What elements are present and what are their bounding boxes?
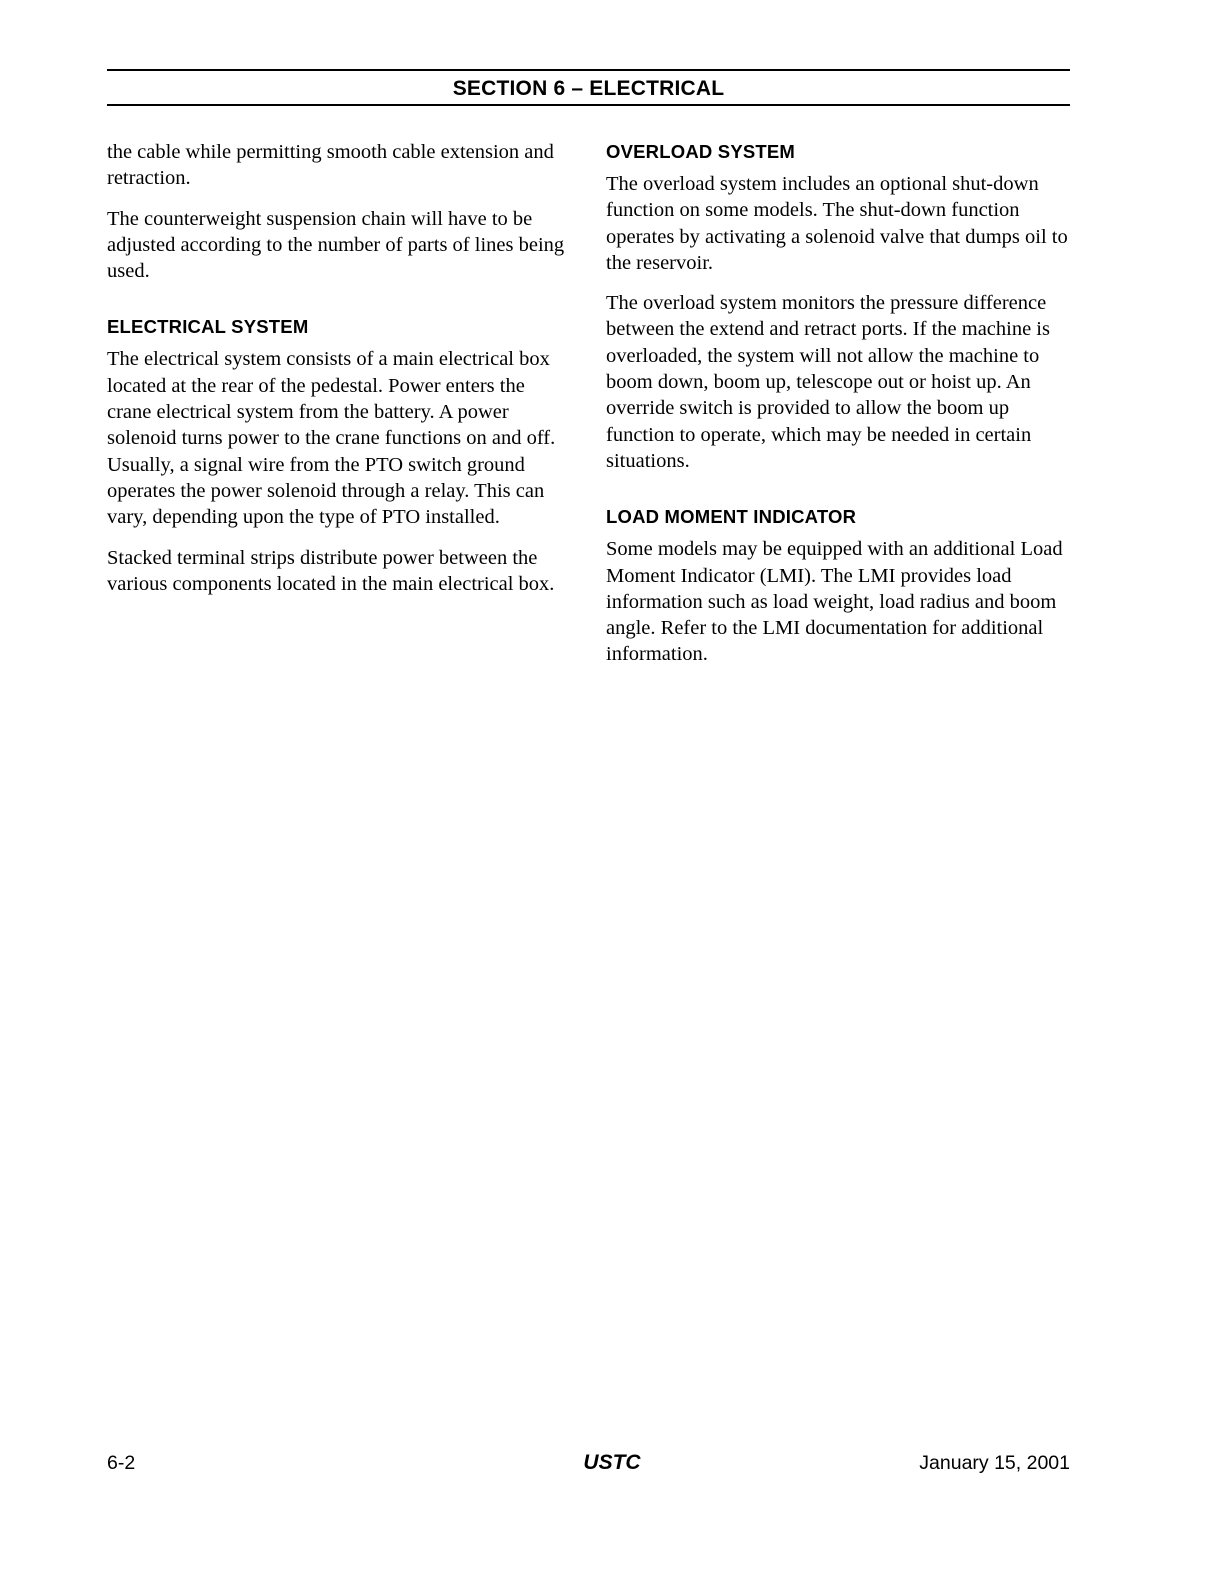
right-column — [606, 139, 1072, 682]
cable-paragraph: the cable while permitting smooth cable extension and retraction. — [107, 141, 554, 190]
electrical-system-paragraph: The electrical system consists of a main electrical box located at the rear of the pedestal. Power enters the crane electrical system from the battery. A power solenoid turns power to the crane functions on and off. Usually, a signal wire from the PTO switch ground operates the power solenoid through a relay. This can vary, depending upon the type of PTO installed. — [107, 348, 556, 529]
overload-shutdown-paragraph: The overload system includes an optional shut-down function on some models. The shut-down function operates by activating a solenoid valve that dumps oil to the reservoir. — [606, 173, 1068, 274]
header-bottom-rule — [107, 104, 1070, 106]
left-column — [107, 139, 567, 611]
footer-brand: USTC — [583, 1451, 641, 1474]
counterweight-paragraph: The counterweight suspension chain will have to be adjusted according to the number of parts of lines being used. — [107, 207, 565, 283]
load-moment-indicator-heading: LOAD MOMENT INDICATOR — [606, 506, 857, 528]
lmi-paragraph: Some models may be equipped with an additional Load Moment Indicator (LMI). The LMI provides load information such as load weight, load radius and boom angle. Refer to the LMI documentation for additional information. — [606, 538, 1063, 666]
terminal-strips-paragraph: Stacked terminal strips distribute power between the various components located in the main electrical box. — [107, 546, 555, 595]
overload-system-heading: OVERLOAD SYSTEM — [606, 141, 796, 162]
overload-monitor-paragraph: The overload system monitors the pressure difference between the extend and retract ports. If the machine is overloaded, the system will not allow the machine to boom down, boom up, telescope out or hoist up. An override switch is provided to allow the boom up function to operate, which may be needed in certain situations. — [606, 292, 1050, 472]
footer-date: January 15, 2001 — [919, 1452, 1070, 1474]
header-top-rule — [107, 69, 1070, 71]
page-number: 6-2 — [107, 1452, 136, 1474]
section-title: SECTION 6 – ELECTRICAL — [452, 77, 725, 100]
electrical-system-heading: ELECTRICAL SYSTEM — [107, 316, 309, 338]
